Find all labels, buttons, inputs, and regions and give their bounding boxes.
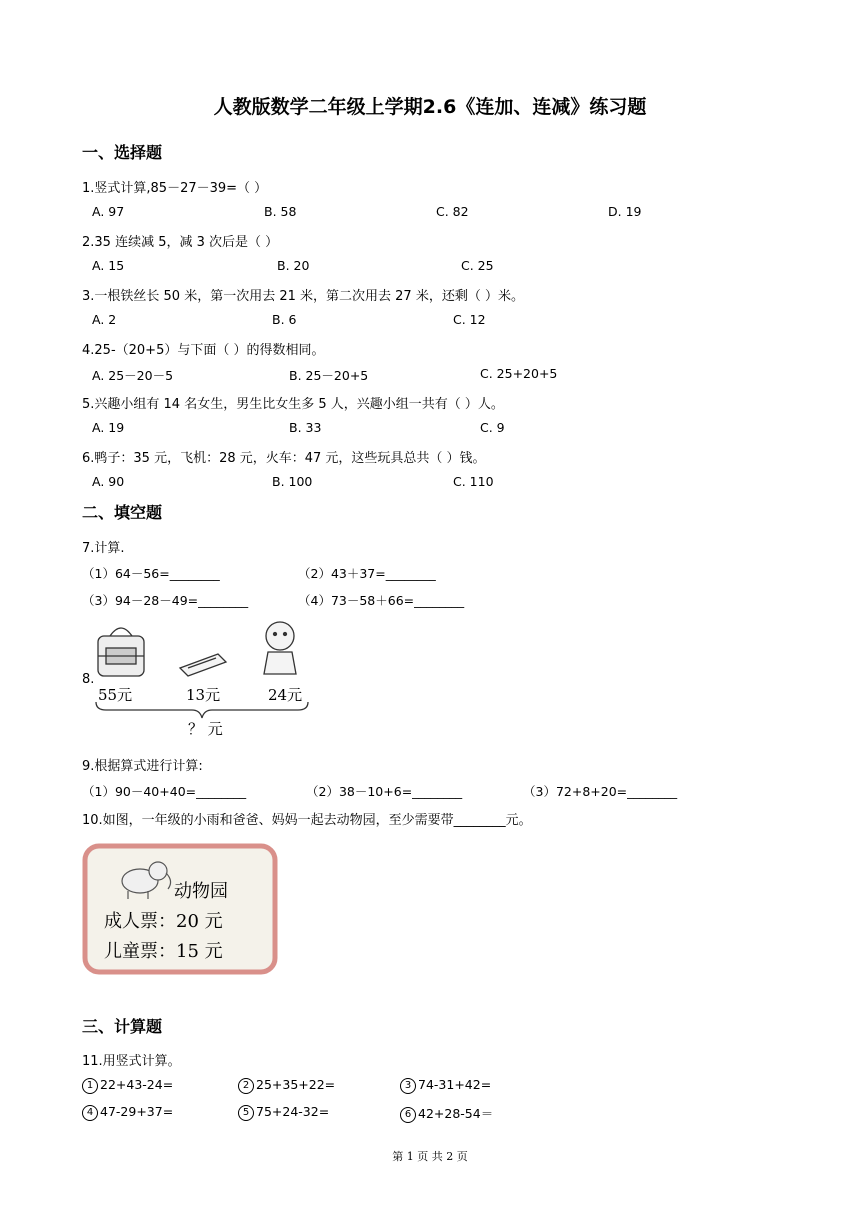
- question-8-number: 8.: [82, 672, 95, 687]
- expression-6: 42+28-54＝: [418, 1106, 494, 1121]
- question-3-option-c: C. 12: [453, 312, 486, 327]
- question-1-option-d: D. 19: [608, 204, 642, 219]
- section-heading-choice: 一、选择题: [82, 143, 163, 162]
- question-9-part-2: （2）38－10+6=________: [306, 784, 463, 799]
- total-price-unknown: ？ 元: [188, 720, 223, 738]
- section-heading-fill: 二、填空题: [82, 503, 163, 522]
- question-9-part-3: （3）72+8+20=________: [523, 784, 678, 799]
- question-2-option-a: A. 15: [92, 258, 125, 273]
- child-ticket-price: 儿童票：15 元: [104, 941, 223, 962]
- question-1-stem: 1.竖式计算,85－27－39=（ ）: [82, 181, 268, 196]
- adult-ticket-price: 成人票：20 元: [104, 911, 223, 932]
- question-5-option-c: C. 9: [480, 420, 505, 435]
- question-9-part-1: （1）90－40+40=________: [82, 784, 247, 799]
- question-3-option-a: A. 2: [92, 312, 117, 327]
- question-10-stem: 10.如图，一年级的小雨和爸爸、妈妈一起去动物园，至少需要带________元。: [82, 813, 532, 828]
- expression-2: 25+35+22=: [256, 1077, 336, 1092]
- question-11-stem: 11.用竖式计算。: [82, 1054, 181, 1069]
- zoo-sign-title: 动物园: [174, 881, 228, 902]
- backpack-icon: [98, 628, 144, 676]
- question-1-option-a: A. 97: [92, 204, 125, 219]
- question-4-option-a: A. 25－20－5: [92, 368, 174, 383]
- doll-icon: [264, 622, 296, 674]
- circled-number-5: 5: [238, 1105, 254, 1121]
- question-7-part-2: （2）43＋37=________: [298, 566, 436, 581]
- question-6-option-a: A. 90: [92, 474, 125, 489]
- question-11-item-5: [238, 1104, 329, 1121]
- question-11-item-2: [238, 1077, 335, 1094]
- question-2-option-b: B. 20: [277, 258, 310, 273]
- question-3-option-b: B. 6: [272, 312, 297, 327]
- question-7-part-3: （3）94－28－49=________: [82, 593, 249, 608]
- expression-3: 74-31+42=: [418, 1077, 492, 1092]
- harmonica-icon: [180, 654, 226, 676]
- question-6-stem: 6.鸭子：35 元，飞机：28 元，火车：47 元，这些玩具总共（ ）钱。: [82, 451, 486, 466]
- question-1-option-c: C. 82: [436, 204, 469, 219]
- section-heading-calc: 三、计算题: [82, 1017, 163, 1036]
- circled-number-4: 4: [82, 1105, 98, 1121]
- question-6-option-c: C. 110: [453, 474, 494, 489]
- circled-number-6: 6: [400, 1107, 416, 1123]
- zoo-sign: [82, 843, 278, 977]
- question-5-option-a: A. 19: [92, 420, 125, 435]
- question-8-figure: [92, 618, 312, 742]
- question-7-part-4: （4）73－58＋66=________: [298, 593, 465, 608]
- question-11-item-4: [82, 1104, 173, 1121]
- page-footer: 第 1 页 共 2 页: [392, 1150, 468, 1163]
- question-5-option-b: B. 33: [289, 420, 322, 435]
- question-1-option-b: B. 58: [264, 204, 297, 219]
- question-4-stem: 4.25-（20+5）与下面（ ）的得数相同。: [82, 343, 325, 358]
- question-2-option-c: C. 25: [461, 258, 494, 273]
- question-7-stem: 7.计算.: [82, 541, 125, 556]
- harmonica-price: 13元: [186, 686, 221, 704]
- circled-number-2: 2: [238, 1078, 254, 1094]
- question-5-stem: 5.兴趣小组有 14 名女生，男生比女生多 5 人，兴趣小组一共有（ ）人。: [82, 397, 504, 412]
- doll-price: 24元: [268, 686, 303, 704]
- expression-5: 75+24-32=: [256, 1104, 330, 1119]
- expression-4: 47-29+37=: [100, 1104, 174, 1119]
- backpack-price: 55元: [98, 686, 133, 704]
- question-4-option-b: B. 25－20+5: [289, 368, 369, 383]
- circled-number-1: 1: [82, 1078, 98, 1094]
- question-9-stem: 9.根据算式进行计算:: [82, 759, 203, 774]
- question-4-option-c: C. 25+20+5: [480, 366, 558, 381]
- page-title: 人教版数学二年级上学期2.6《连加、连减》练习题: [213, 96, 647, 118]
- question-11-item-3: [400, 1077, 491, 1094]
- question-2-stem: 2.35 连续减 5，减 3 次后是（ ）: [82, 235, 279, 250]
- question-11-item-1: [82, 1077, 173, 1094]
- question-7-part-1: （1）64－56=________: [82, 566, 220, 581]
- question-3-stem: 3.一根铁丝长 50 米，第一次用去 21 米，第二次用去 27 米，还剩（ ）米。: [82, 289, 524, 304]
- circled-number-3: 3: [400, 1078, 416, 1094]
- question-6-option-b: B. 100: [272, 474, 313, 489]
- question-11-item-6: [400, 1104, 493, 1123]
- expression-1: 22+43-24=: [100, 1077, 174, 1092]
